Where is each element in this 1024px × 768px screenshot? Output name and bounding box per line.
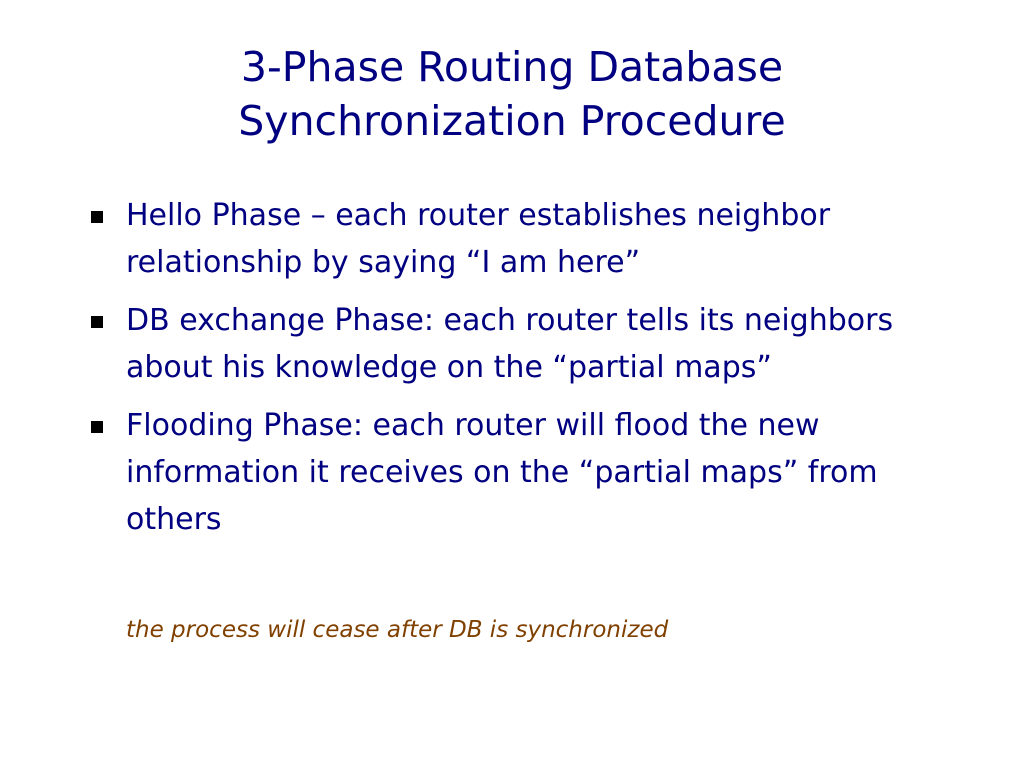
square-bullet-icon bbox=[91, 211, 103, 223]
slide-title-line-1: 3-Phase Routing Database bbox=[240, 43, 784, 91]
slide-title-line-2: Synchronization Procedure bbox=[238, 97, 786, 145]
square-bullet-icon bbox=[91, 316, 103, 328]
bullet-item-flooding-phase bbox=[88, 402, 958, 543]
bullet-text: Flooding Phase: each router will flood the new information it receives on the “partial maps” from others bbox=[126, 408, 878, 537]
bullet-item-db-exchange-phase bbox=[88, 297, 958, 391]
bullet-list bbox=[88, 192, 958, 554]
square-bullet-icon bbox=[91, 421, 103, 433]
bullet-text: DB exchange Phase: each router tells its neighbors about his knowledge on the “partial maps” bbox=[126, 303, 894, 385]
bullet-text: Hello Phase – each router establishes neighbor relationship by saying “I am here” bbox=[126, 198, 831, 280]
bullet-item-hello-phase bbox=[88, 192, 958, 286]
process-note: the process will cease after DB is synchronized bbox=[126, 617, 669, 643]
slide-title bbox=[0, 40, 1024, 148]
